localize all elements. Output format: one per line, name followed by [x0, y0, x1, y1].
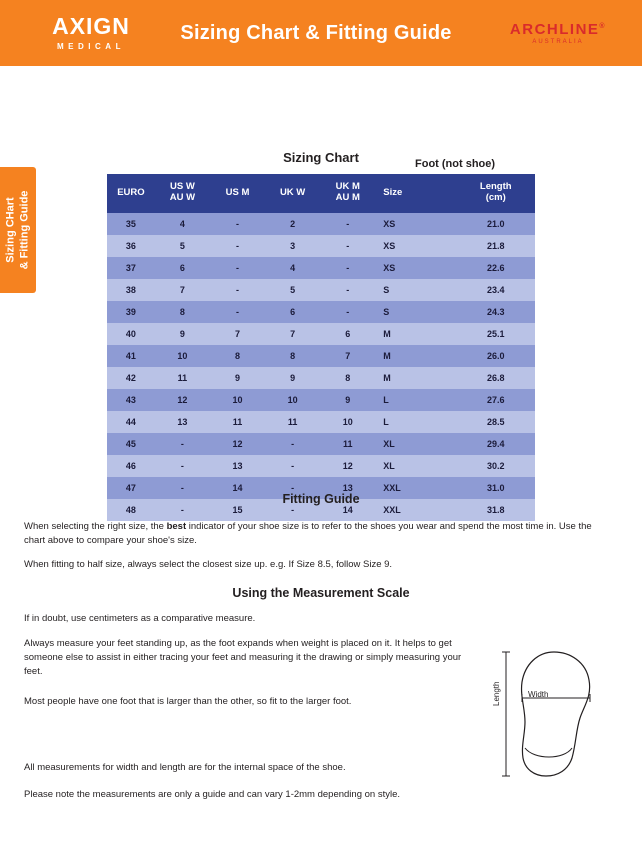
table-cell-usm: 12	[210, 433, 265, 455]
table-cell-size: L	[375, 411, 456, 433]
table-cell-euro: 48	[107, 499, 155, 521]
table-cell-size: M	[375, 323, 456, 345]
table-cell-ukm: 9	[320, 389, 375, 411]
table-cell-ukw: 2	[265, 213, 320, 235]
table-cell-length: 31.0	[457, 477, 536, 499]
table-cell-ukm: 8	[320, 367, 375, 389]
table-cell-usm: 9	[210, 367, 265, 389]
table-cell-ukw: 7	[265, 323, 320, 345]
table-cell-ukw: 11	[265, 411, 320, 433]
table-cell-length: 23.4	[457, 279, 536, 301]
table-cell-length: 22.6	[457, 257, 536, 279]
column-header-us-m-main: US M	[225, 186, 250, 198]
table-cell-ukw: -	[265, 433, 320, 455]
table-cell-usw: 9	[155, 323, 210, 345]
table-cell-ukw: -	[265, 455, 320, 477]
column-header-euro-main: EURO	[117, 186, 145, 198]
table-cell-size: XL	[375, 455, 456, 477]
page-title: Sizing Chart & Fitting Guide	[180, 21, 452, 44]
table-cell-ukm: 13	[320, 477, 375, 499]
table-cell-ukm: 6	[320, 323, 375, 345]
side-tab-line2: & Fitting Guide	[18, 190, 30, 270]
table-row	[107, 323, 535, 345]
table-cell-length: 26.0	[457, 345, 536, 367]
table-cell-usw: 4	[155, 213, 210, 235]
archline-logo-secondary: AUSTRALIA	[532, 38, 584, 45]
sizing-table-head	[107, 174, 535, 213]
table-cell-ukm: -	[320, 279, 375, 301]
table-cell-length: 31.8	[457, 499, 536, 521]
table-cell-length: 29.4	[457, 433, 536, 455]
measurement-scale-title: Using the Measurement Scale	[232, 586, 410, 600]
scale-paragraph-5: Please note the measurements are only a guide and can vary 1-2mm depending on style.	[24, 789, 401, 800]
side-tab-label	[4, 191, 32, 270]
diagram-width-label: Width	[528, 690, 549, 699]
column-header-uk-m	[320, 174, 375, 213]
table-cell-size: M	[375, 367, 456, 389]
table-cell-usm: 13	[210, 455, 265, 477]
table-row	[107, 301, 535, 323]
table-row	[107, 411, 535, 433]
sizing-table	[107, 174, 535, 521]
table-cell-usw: 12	[155, 389, 210, 411]
table-cell-euro: 44	[107, 411, 155, 433]
table-cell-usm: 8	[210, 345, 265, 367]
table-cell-euro: 37	[107, 257, 155, 279]
table-cell-length: 25.1	[457, 323, 536, 345]
table-cell-euro: 43	[107, 389, 155, 411]
table-cell-length: 26.8	[457, 367, 536, 389]
side-tab-line1: Sizing CHart	[4, 197, 17, 263]
column-header-length-sub: (cm)	[485, 192, 506, 203]
fitting-paragraph-2: When fitting to half size, always select the closest size up. e.g. If Size 8.5, follow Size 9.	[24, 559, 393, 570]
table-row	[107, 433, 535, 455]
column-header-uk-w-main: UK W	[279, 186, 306, 198]
table-cell-euro: 36	[107, 235, 155, 257]
foot-measurement-diagram	[492, 648, 612, 780]
axign-logo-primary: AXIGN	[52, 13, 130, 39]
table-cell-size: XS	[375, 235, 456, 257]
diagram-length-label: Length	[492, 681, 501, 706]
table-cell-euro: 38	[107, 279, 155, 301]
column-header-us-m	[210, 174, 265, 213]
table-cell-size: S	[375, 301, 456, 323]
table-row	[107, 455, 535, 477]
table-cell-ukw: 9	[265, 367, 320, 389]
table-cell-ukm: -	[320, 257, 375, 279]
table-cell-length: 21.8	[457, 235, 536, 257]
table-cell-length: 28.5	[457, 411, 536, 433]
table-cell-ukw: 4	[265, 257, 320, 279]
table-row	[107, 279, 535, 301]
archline-logo	[492, 22, 642, 45]
scale-paragraph-1: If in doubt, use centimeters as a comparative measure.	[24, 613, 256, 624]
table-cell-euro: 40	[107, 323, 155, 345]
table-cell-ukm: 14	[320, 499, 375, 521]
table-row	[107, 213, 535, 235]
table-cell-ukw: -	[265, 499, 320, 521]
table-cell-size: XS	[375, 213, 456, 235]
table-cell-size: XS	[375, 257, 456, 279]
fitting-paragraph-1	[24, 520, 596, 548]
table-cell-size: M	[375, 345, 456, 367]
table-cell-usm: 10	[210, 389, 265, 411]
table-cell-usw: -	[155, 455, 210, 477]
table-cell-usw: 8	[155, 301, 210, 323]
column-header-size-main: Size	[383, 186, 403, 198]
fitting-guide-title: Fitting Guide	[282, 492, 360, 506]
column-header-size	[375, 174, 456, 213]
table-cell-euro: 46	[107, 455, 155, 477]
table-cell-usw: -	[155, 477, 210, 499]
table-cell-ukm: 11	[320, 433, 375, 455]
table-cell-usw: 13	[155, 411, 210, 433]
column-header-us-w-sub: AU W	[169, 192, 196, 203]
table-cell-usw: 11	[155, 367, 210, 389]
table-cell-size: L	[375, 389, 456, 411]
sizing-chart-title: Sizing Chart	[283, 150, 359, 165]
table-cell-euro: 39	[107, 301, 155, 323]
axign-logo-secondary: MEDICAL	[57, 42, 125, 51]
column-header-uk-m-sub: AU M	[335, 192, 360, 203]
table-cell-usw: 10	[155, 345, 210, 367]
table-cell-length: 30.2	[457, 455, 536, 477]
foot-not-shoe-note: Foot (not shoe)	[415, 158, 496, 170]
column-header-uk-m-main: UK M	[335, 181, 360, 193]
table-cell-size: XXL	[375, 499, 456, 521]
table-row	[107, 257, 535, 279]
table-cell-size: S	[375, 279, 456, 301]
table-cell-usw: 7	[155, 279, 210, 301]
table-cell-usm: 14	[210, 477, 265, 499]
table-header-row	[107, 174, 535, 213]
column-header-length	[457, 174, 536, 213]
axign-logo	[0, 15, 160, 51]
table-cell-usm: 11	[210, 411, 265, 433]
table-cell-length: 21.0	[457, 213, 536, 235]
page-header	[0, 0, 642, 66]
scale-paragraph-4: All measurements for width and length are for the internal space of the shoe.	[24, 762, 346, 773]
table-cell-ukw: 6	[265, 301, 320, 323]
table-cell-ukw: -	[265, 477, 320, 499]
table-cell-usm: -	[210, 257, 265, 279]
table-cell-usm: -	[210, 213, 265, 235]
table-row	[107, 367, 535, 389]
table-cell-ukm: 10	[320, 411, 375, 433]
scale-paragraph-2: Always measure your feet standing up, as the foot expands when weight is placed on it. It helps to get someone else to assist in either tracing your feet and measuring it the drawing or simply measuring your feet.	[24, 638, 462, 677]
table-cell-euro: 45	[107, 433, 155, 455]
table-cell-euro: 42	[107, 367, 155, 389]
foot-outline-icon	[492, 648, 612, 780]
table-cell-usm: -	[210, 235, 265, 257]
table-row	[107, 235, 535, 257]
table-cell-ukw: 10	[265, 389, 320, 411]
heel-curve-path	[525, 748, 572, 757]
table-cell-euro: 41	[107, 345, 155, 367]
table-cell-euro: 47	[107, 477, 155, 499]
table-cell-usm: -	[210, 301, 265, 323]
table-cell-usw: -	[155, 499, 210, 521]
table-cell-ukm: -	[320, 301, 375, 323]
column-header-us-w	[155, 174, 210, 213]
table-cell-usm: 7	[210, 323, 265, 345]
table-cell-euro: 35	[107, 213, 155, 235]
fitting-paragraph-1-post: indicator of your shoe size is to refer to the shoes you wear and spend the most time in. Use the chart above to compare your shoe's size.	[24, 521, 592, 546]
side-tab	[0, 167, 36, 293]
table-cell-ukm: -	[320, 235, 375, 257]
table-cell-usw: 5	[155, 235, 210, 257]
fitting-paragraph-1-bold: best	[166, 521, 187, 532]
sizing-table-body	[107, 213, 535, 521]
table-cell-length: 27.6	[457, 389, 536, 411]
column-header-euro	[107, 174, 155, 213]
archline-logo-text: ARCHLINE	[509, 20, 600, 38]
column-header-uk-w	[265, 174, 320, 213]
trademark-icon: ®	[599, 22, 607, 30]
table-cell-ukw: 5	[265, 279, 320, 301]
column-header-us-w-main: US W	[170, 181, 195, 193]
table-cell-length: 24.3	[457, 301, 536, 323]
column-header-length-main: Length	[479, 181, 512, 193]
table-cell-ukm: -	[320, 213, 375, 235]
table-row	[107, 345, 535, 367]
table-cell-ukw: 8	[265, 345, 320, 367]
table-cell-usw: 6	[155, 257, 210, 279]
table-cell-usw: -	[155, 433, 210, 455]
table-cell-size: XXL	[375, 477, 456, 499]
table-cell-usm: -	[210, 279, 265, 301]
archline-logo-primary	[492, 22, 624, 37]
scale-paragraph-3: Most people have one foot that is larger than the other, so fit to the larger foot.	[24, 696, 352, 707]
table-cell-ukw: 3	[265, 235, 320, 257]
fitting-paragraph-1-pre: When selecting the right size, the	[24, 521, 167, 532]
table-cell-usm: 15	[210, 499, 265, 521]
table-cell-ukm: 7	[320, 345, 375, 367]
table-row	[107, 389, 535, 411]
foot-outline-path	[522, 652, 590, 776]
table-cell-size: XL	[375, 433, 456, 455]
table-cell-ukm: 12	[320, 455, 375, 477]
